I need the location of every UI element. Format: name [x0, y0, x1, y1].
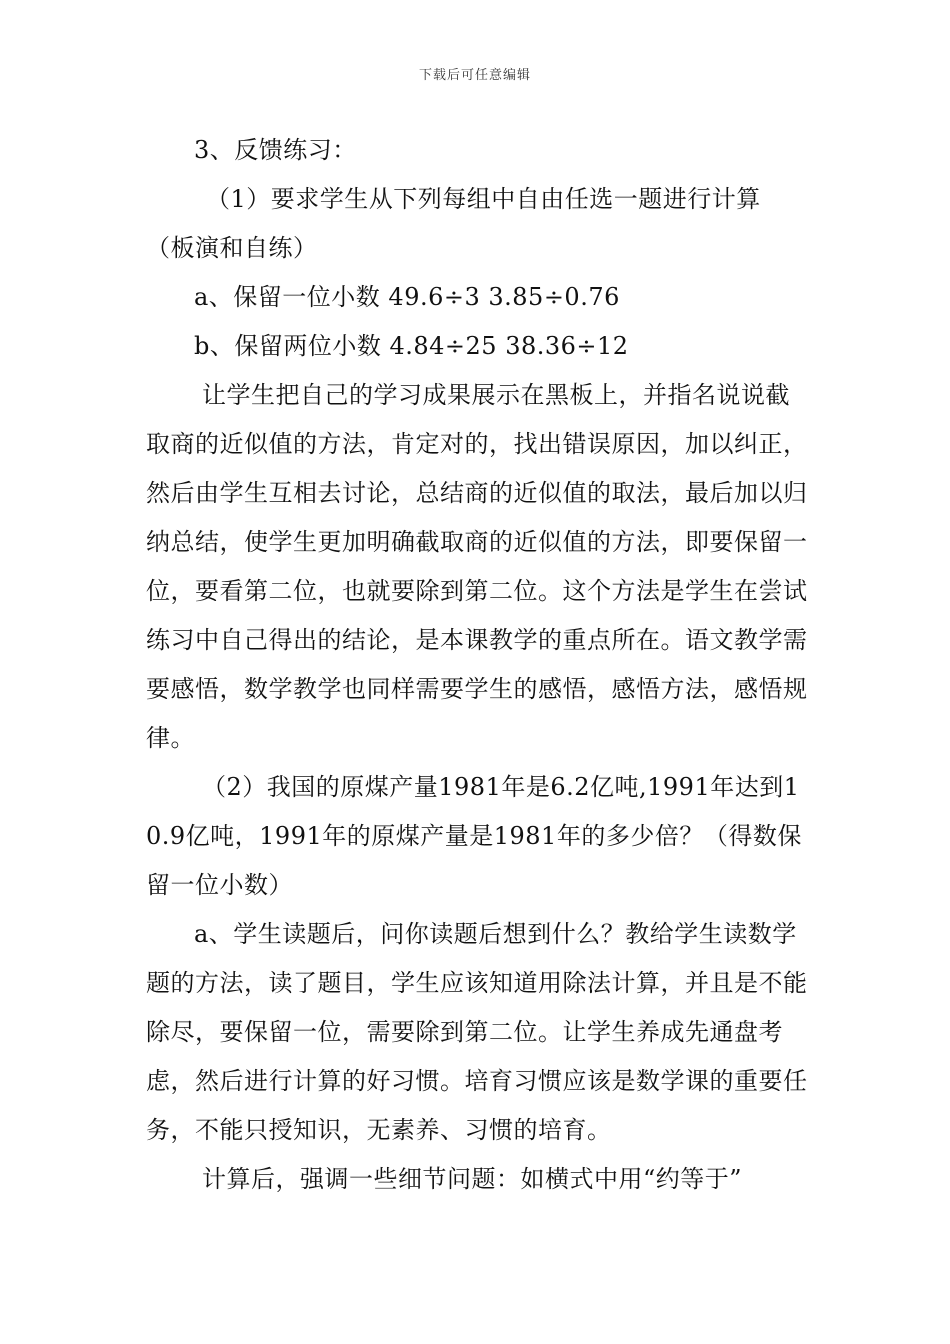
- section-heading: 3、反馈练习：: [194, 136, 357, 164]
- exercise-2-item-a: a、学生读题后，问你读题后想到什么？教给学生读数学题的方法，读了题目，学生应该知道用除法计算，并且是不能除尽，要保留一位，需要除到第二位。让学生养成先通盘考虑，然后进行计算的好习惯。培育习惯应该是数学课的重要任务，不能只授知识，无素养、习惯的培育。: [146, 920, 808, 1144]
- exercise-2-note: 计算后，强调一些细节问题：如横式中用“约等于”: [202, 1165, 743, 1193]
- page-header: 下载后可任意编辑: [418, 68, 531, 83]
- exercise-1-item-a: a、保留一位小数 49.6÷3 3.85÷0.76: [194, 283, 620, 311]
- exercise-1-instruction: （1）要求学生从下列每组中自由任选一题进行计算（板演和自练）: [146, 185, 761, 262]
- document-body: [146, 126, 808, 1204]
- exercise-1-explanation: 让学生把自己的学习成果展示在黑板上，并指名说说截取商的近似值的方法，肯定对的，找出错误原因，加以纠正，然后由学生互相去讨论，总结商的近似值的取法，最后加以归纳总结，使学生更加明确截取商的近似值的方法，即要保留一位，要看第二位，也就要除到第二位。这个方法是学生在尝试练习中自己得出的结论，是本课教学的重点所在。语文教学需要感悟，数学教学也同样需要学生的感悟，感悟方法，感悟规律。: [146, 381, 808, 752]
- exercise-1-item-b: b、保留两位小数 4.84÷25 38.36÷12: [194, 332, 629, 360]
- exercise-2-question: （2）我国的原煤产量1981年是6.2亿吨,1991年达到10.9亿吨，1991年的原煤产量是1981年的多少倍？（得数保留一位小数）: [146, 773, 802, 899]
